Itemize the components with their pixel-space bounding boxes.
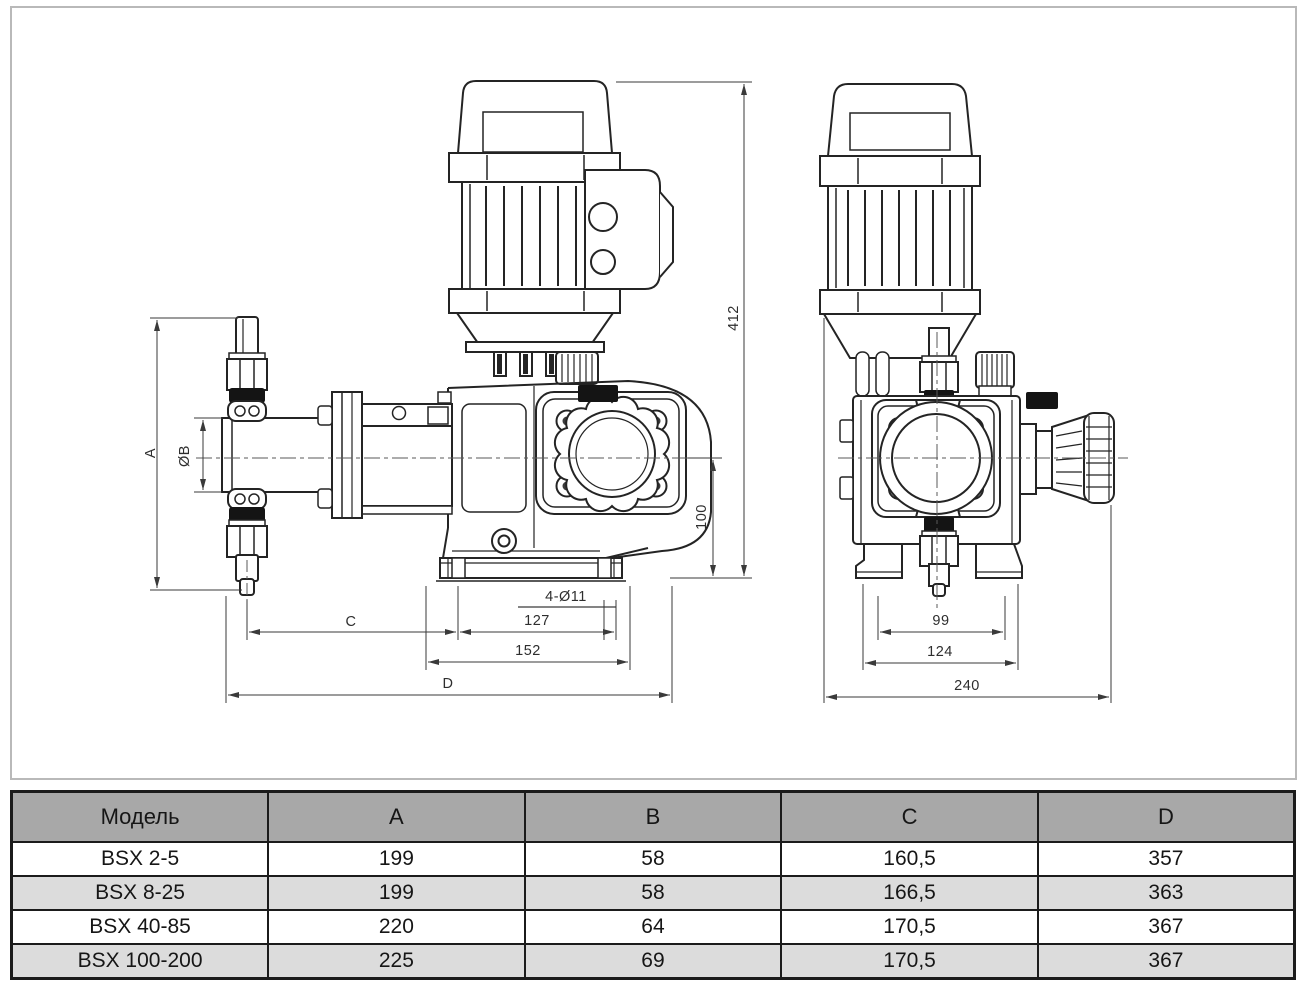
table-cell: 367 [1038,910,1295,944]
table-cell: BSX 40-85 [12,910,269,944]
table-cell: 220 [268,910,525,944]
table-cell: 357 [1038,842,1295,876]
dim-label-99: 99 [932,613,950,629]
dim-label-d: D [442,676,454,692]
table-cell: BSX 2-5 [12,842,269,876]
table-cell: 199 [268,842,525,876]
dim-label-c: C [345,614,357,630]
side-view [222,81,711,595]
header-d: D [1038,792,1295,843]
table-row [12,944,1295,979]
table-header-row [12,792,1295,843]
table-row [12,876,1295,910]
table-cell: 64 [525,910,782,944]
table-row [12,842,1295,876]
table-cell: 160,5 [781,842,1038,876]
table-cell: 58 [525,842,782,876]
table-cell: 170,5 [781,910,1038,944]
dimension-table [10,790,1296,980]
dim-label-a: A [143,447,159,459]
header-b: B [525,792,782,843]
header-a: A [268,792,525,843]
table-cell: 367 [1038,944,1295,979]
table-cell: BSX 100-200 [12,944,269,979]
dim-label-152: 152 [515,643,541,659]
dim-label-124: 124 [927,644,953,660]
front-view [820,84,1114,596]
dim-label-412: 412 [726,305,742,331]
dim-label-100: 100 [694,504,710,530]
dim-label-phi-b: ØB [177,445,193,467]
dim-label-240: 240 [954,678,980,694]
table-cell: 199 [268,876,525,910]
table-cell: 225 [268,944,525,979]
table-cell: 363 [1038,876,1295,910]
header-c: C [781,792,1038,843]
table-cell: BSX 8-25 [12,876,269,910]
table-cell: 170,5 [781,944,1038,979]
table-cell: 166,5 [781,876,1038,910]
dim-label-4-holes: 4-Ø11 [545,589,587,605]
header-model: Модель [12,792,269,843]
table-row [12,910,1295,944]
dim-label-127: 127 [524,613,550,629]
table-cell: 69 [525,944,782,979]
table-cell: 58 [525,876,782,910]
